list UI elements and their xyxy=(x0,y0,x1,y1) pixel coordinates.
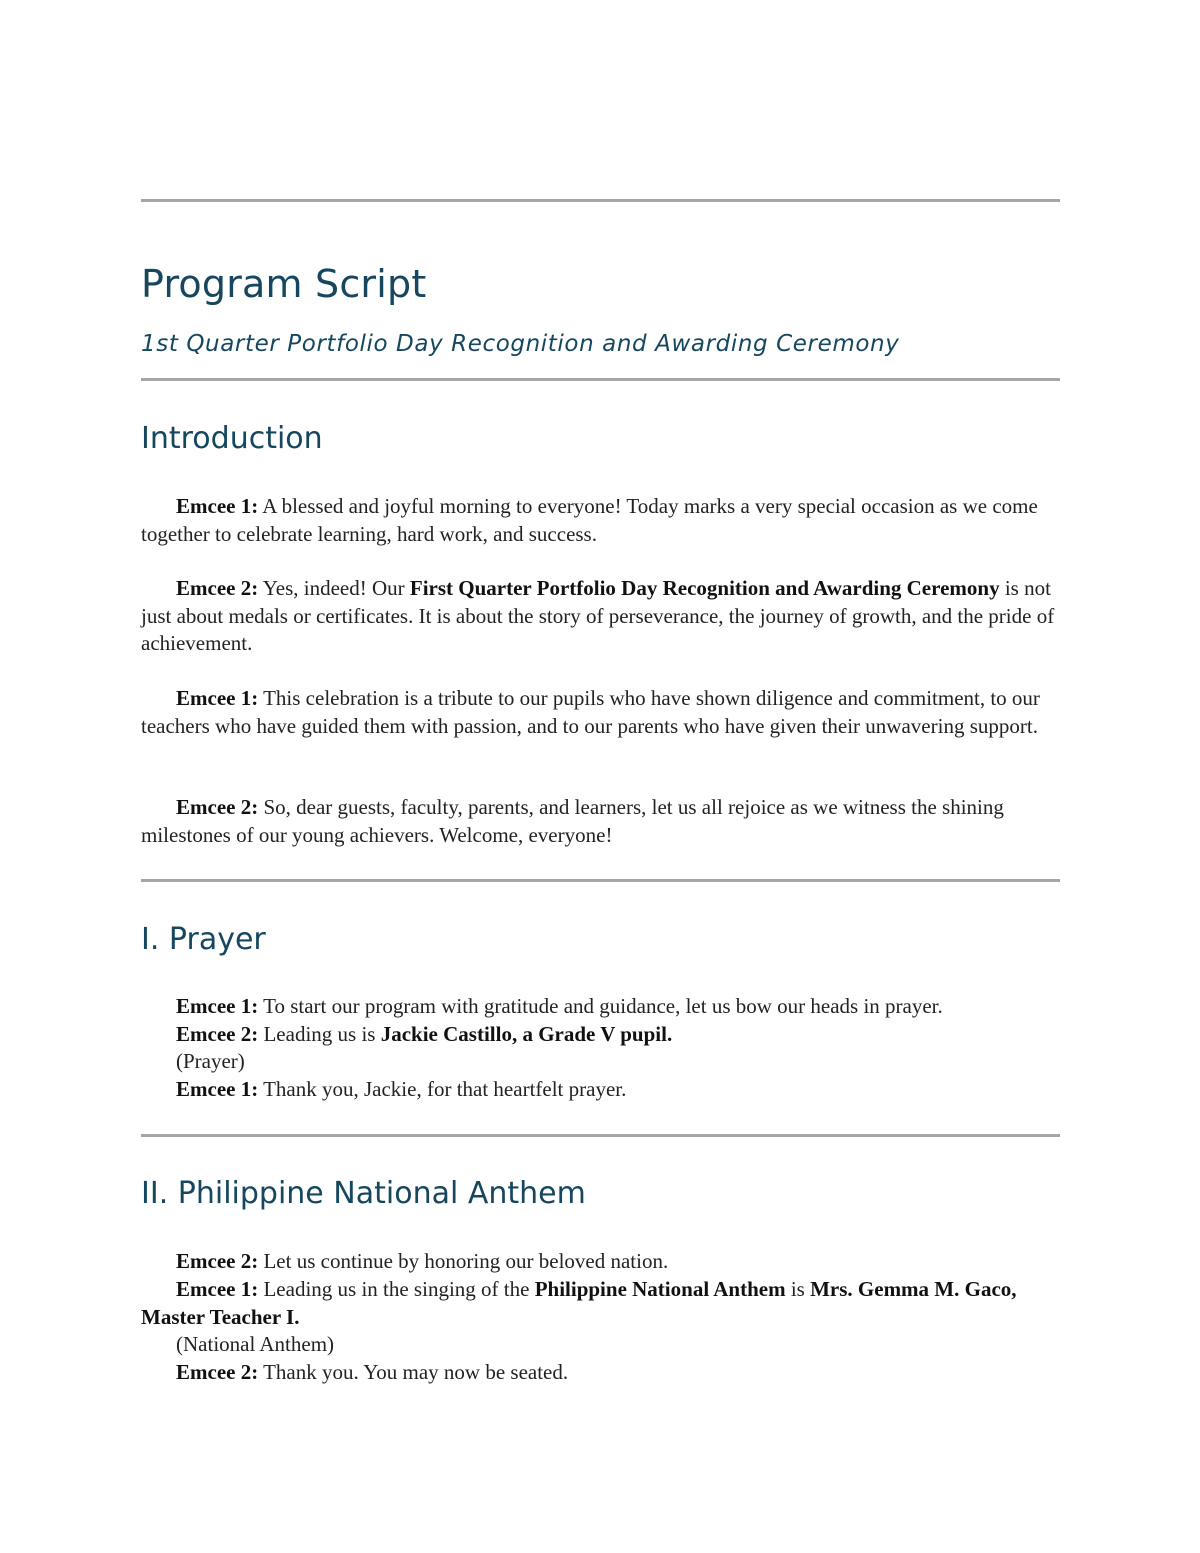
stage-direction: (Prayer) xyxy=(176,1049,245,1073)
section-divider xyxy=(141,1134,1060,1137)
prayer-line-4 xyxy=(141,1076,1060,1104)
section-heading-introduction: Introduction xyxy=(141,421,323,456)
speaker-label: Emcee 2: xyxy=(176,795,259,819)
line-text: To start our program with gratitude and guidance, let us bow our heads in prayer. xyxy=(258,994,943,1018)
prayer-leader: Jackie Castillo, a Grade V pupil. xyxy=(380,1022,673,1046)
page-title: Program Script xyxy=(141,262,427,306)
line-text: Thank you, Jackie, for that heartfelt prayer. xyxy=(258,1077,627,1101)
line-text: is xyxy=(785,1277,811,1301)
line-text: Let us continue by honoring our beloved nation. xyxy=(258,1249,669,1273)
prayer-line-2 xyxy=(141,1021,1060,1049)
speaker-label: Emcee 2: xyxy=(176,1022,259,1046)
paragraph-text: This celebration is a tribute to our pupils who have shown diligence and commitment, to our teachers who have guided them with passion, and to our parents who have given their unwavering support. xyxy=(141,686,1040,738)
anthem-line-4 xyxy=(141,1359,1060,1387)
anthem-name: Philippine National Anthem xyxy=(534,1277,786,1301)
stage-direction: (National Anthem) xyxy=(176,1332,335,1356)
ceremony-name: First Quarter Portfolio Day Recognition and Awarding Ceremony xyxy=(409,576,1000,600)
intro-paragraph-4 xyxy=(141,794,1060,849)
line-text: Leading us in the singing of the xyxy=(258,1277,535,1301)
top-divider xyxy=(141,199,1060,202)
anthem-line-3 xyxy=(141,1331,1060,1359)
section-divider xyxy=(141,879,1060,882)
intro-paragraph-2 xyxy=(141,575,1060,658)
speaker-label: Emcee 1: xyxy=(176,994,259,1018)
anthem-line-2 xyxy=(141,1276,1060,1331)
prayer-line-3 xyxy=(141,1048,1060,1076)
paragraph-text: Yes, indeed! Our xyxy=(258,576,410,600)
intro-paragraph-1 xyxy=(141,493,1060,548)
anthem-line-1 xyxy=(141,1248,1060,1276)
speaker-label: Emcee 1: xyxy=(176,1277,259,1301)
paragraph-text: A blessed and joyful morning to everyone! Today marks a very special occasion as we come together to celebrate learning, hard work, and success. xyxy=(141,494,1038,546)
speaker-label: Emcee 2: xyxy=(176,1249,259,1273)
section-heading-prayer: I. Prayer xyxy=(141,922,266,957)
speaker-label: Emcee 1: xyxy=(176,494,259,518)
prayer-line-1 xyxy=(141,993,1060,1021)
anthem-leader: Mrs. Gemma M. Gaco, Master Teacher I. xyxy=(141,1277,1017,1329)
line-text: Thank you. You may now be seated. xyxy=(258,1360,569,1384)
speaker-label: Emcee 1: xyxy=(176,1077,259,1101)
subtitle-divider xyxy=(141,378,1060,381)
speaker-label: Emcee 2: xyxy=(176,1360,259,1384)
speaker-label: Emcee 1: xyxy=(176,686,259,710)
page-subtitle: 1st Quarter Portfolio Day Recognition and Awarding Ceremony xyxy=(141,331,900,357)
line-text: Leading us is xyxy=(258,1022,381,1046)
paragraph-text: is not just about medals or certificates. It is about the story of perseverance, the journey of growth, and the pride of achievement. xyxy=(141,576,1055,655)
paragraph-text: So, dear guests, faculty, parents, and learners, let us all rejoice as we witness the shining milestones of our young achievers. Welcome, everyone! xyxy=(141,795,1004,847)
section-heading-anthem: II. Philippine National Anthem xyxy=(141,1176,586,1211)
speaker-label: Emcee 2: xyxy=(176,576,259,600)
intro-paragraph-3 xyxy=(141,685,1060,740)
